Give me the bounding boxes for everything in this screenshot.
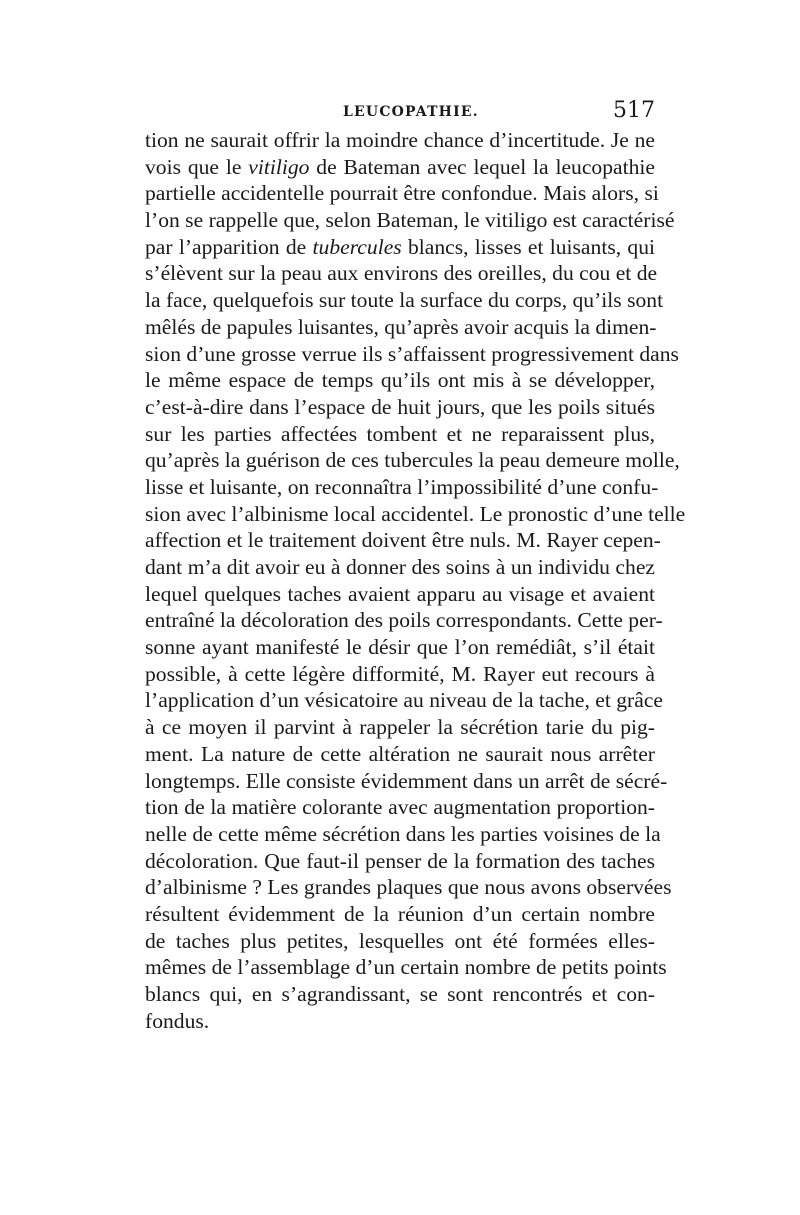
text-line	[145, 207, 675, 234]
text-line	[145, 928, 655, 955]
text-line	[145, 367, 655, 394]
text-line	[145, 554, 655, 581]
text-segment: c’est-à-dire dans l’espace de huit jours, que les poils situés	[145, 394, 655, 419]
text-line	[145, 768, 668, 795]
text-segment: longtemps. Elle consiste évidemment dans un arrêt de sécré-	[145, 768, 668, 793]
text-segment: possible, à cette légère difformité, M. Rayer eut recours à	[145, 661, 655, 686]
text-segment: sonne ayant manifesté le désir que l’on remédiât, s’il était	[145, 635, 655, 660]
text-segment: blancs, lisses et luisants, qui	[401, 234, 655, 259]
text-line	[145, 234, 655, 261]
text-line	[145, 341, 679, 368]
italic-term: vitiligo	[248, 154, 310, 179]
text-line	[145, 314, 655, 341]
text-line	[145, 741, 655, 768]
text-segment: sion d’une grosse verrue ils s’affaissent progressivement dans	[145, 341, 679, 366]
text-segment: tion de la matière colorante avec augmentation proportion-	[145, 795, 655, 820]
text-segment: résultent évidemment de la réunion d’un certain nombre	[145, 901, 655, 926]
text-line	[145, 901, 655, 928]
text-line	[145, 848, 655, 875]
text-line	[145, 794, 655, 821]
text-segment: vois que le	[145, 154, 249, 179]
text-segment: ment. La nature de cette altération ne saurait nous arrêter	[145, 741, 655, 766]
text-line	[145, 180, 659, 207]
text-segment: d’albinisme ? Les grandes plaques que nous avons observées	[145, 875, 672, 900]
page-number: 517	[613, 98, 655, 123]
text-line	[145, 981, 655, 1008]
text-line	[145, 874, 672, 901]
text-segment: tion ne saurait offrir la moindre chance d’incertitude. Je ne	[145, 128, 655, 152]
text-segment: qu’après la guérison de ces tubercules la peau demeure molle,	[145, 448, 680, 473]
italic-term: tubercules	[312, 234, 402, 259]
text-line	[145, 127, 655, 154]
text-segment: s’élèvent sur la peau aux environs des oreilles, du cou et de	[145, 261, 658, 286]
text-segment: mêmes de l’assemblage d’un certain nombre de petits points	[145, 955, 667, 980]
text-segment: blancs qui, en s’agrandissant, se sont rencontrés et con-	[145, 982, 655, 1006]
text-segment: la face, quelquefois sur toute la surface du corps, qu’ils sont	[145, 288, 664, 313]
text-segment: lisse et luisante, on reconnaîtra l’impossibilité d’une confu-	[145, 474, 659, 499]
text-line	[145, 607, 663, 634]
text-segment: mêlés de papules luisantes, qu’après avoir acquis la dimen-	[145, 314, 657, 339]
text-line	[145, 1008, 655, 1035]
body-paragraph	[145, 127, 686, 1034]
text-line	[145, 421, 655, 448]
text-line	[145, 954, 667, 981]
text-segment: le même espace de temps qu’ils ont mis à se développer,	[145, 368, 655, 393]
text-segment: fondus.	[145, 1008, 210, 1033]
text-line	[145, 501, 686, 528]
text-segment: affection et le traitement doivent être nuls. M. Rayer cepen-	[145, 528, 661, 553]
text-line	[145, 821, 661, 848]
text-segment: nelle de cette même sécrétion dans les parties voisines de la	[145, 821, 661, 846]
text-line	[145, 287, 664, 314]
text-line	[145, 527, 661, 554]
text-segment: décoloration. Que faut-il penser de la formation des taches	[145, 848, 655, 873]
text-segment: de Bateman avec lequel la leucopathie	[309, 154, 655, 179]
text-segment: l’on se rappelle que, selon Bateman, le vitiligo est caractérisé	[145, 208, 675, 233]
text-line	[145, 581, 655, 608]
text-segment: partielle accidentelle pourrait être confondue. Mais alors, si	[145, 181, 659, 206]
text-line	[145, 154, 655, 181]
running-head	[145, 98, 655, 128]
text-line	[145, 260, 658, 287]
text-line	[145, 394, 655, 421]
text-line	[145, 634, 655, 661]
text-segment: sur les parties affectées tombent et ne reparaissent plus,	[145, 421, 655, 446]
text-segment: dant m’a dit avoir eu à donner des soins à un individu chez	[145, 555, 655, 579]
text-segment: sion avec l’albinisme local accidentel. Le pronostic d’une telle	[145, 501, 686, 526]
text-segment: à ce moyen il parvint à rappeler la sécrétion tarie du pig-	[145, 715, 655, 740]
text-line	[145, 687, 663, 714]
text-line	[145, 661, 655, 688]
text-segment: lequel quelques taches avaient apparu au visage et avaient	[145, 581, 655, 606]
text-line	[145, 447, 680, 474]
text-line	[145, 474, 659, 501]
text-segment: entraîné la décoloration des poils correspondants. Cette per-	[145, 608, 663, 633]
text-segment: par l’apparition de	[145, 234, 313, 259]
running-title: LEUCOPATHIE.	[343, 104, 479, 120]
text-line	[145, 714, 655, 741]
text-segment: l’application d’un vésicatoire au niveau de la tache, et grâce	[145, 688, 663, 713]
text-segment: de taches plus petites, lesquelles ont été formées elles-	[145, 928, 655, 953]
